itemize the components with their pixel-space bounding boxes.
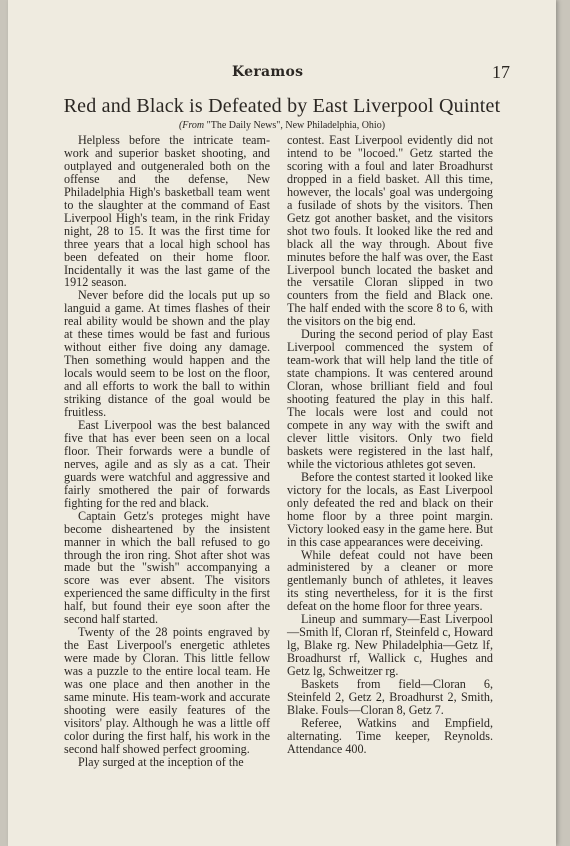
page-number: 17 xyxy=(492,62,510,82)
article-title: Red and Black is Defeated by East Liverpool Quintet xyxy=(63,95,501,117)
paragraph: Helpless before the intricate team-work and superior basket shooting, and outplayed and outgeneraled both on the offense and the defense, New Philadelphia High's basketball team went to the slaughter at the command of East Liverpool High's team, in the rink Friday night, 28 to 15. It was the first time for three years that a local high school has been defeated on their home floor. Incidentally it was the last game of the 1912 season. xyxy=(64,133,270,290)
page xyxy=(8,0,556,846)
masthead: Keramos xyxy=(232,64,304,80)
source-rest: "The Daily News", New Philadelphia, Ohio) xyxy=(204,120,386,131)
paragraph: Baskets from field—Cloran 6, Steinfeld 2, Getz 2, Broadhurst 2, Smith, Blake. Fouls—Cloran 8, Getz 7. xyxy=(287,677,493,717)
paragraph: East Liverpool was the best balanced five that has ever been seen on a local floor. Their forwards were a bundle of nerves, agile and as sly as a cat. Their guards were watchful and aggressive and fairly smothered the pair of forwards fighting for the red and black. xyxy=(64,417,270,510)
paragraph: contest. East Liverpool evidently did not intend to be "locoed." Getz started the scoring with a foul and later Broadhurst dropped in a field basket. All this time, however, the locals' goal was undergoing a fusilade of shots by the visitors. Then Getz got another basket, and the visitors shot two fouls. It looked like the red and black all the way through. About five minutes before the half was over, the East Liverpool bunch located the basket and the versatile Cloran slipped in two counters from the field and Black one. The half ended with the score 8 to 6, with the visitors on the big end. xyxy=(287,133,493,329)
paragraph: Lineup and summary—East Liverpool—Smith lf, Cloran rf, Steinfeld c, Howard lg, Blake rg. New Philadelphia—Getz lf, Broadhurst rf, Wallick c, Hughes and Getz lg, Schweitzer rg. xyxy=(287,612,493,679)
paragraph: Twenty of the 28 points engraved by the East Liverpool's energetic athletes were made by Cloran. This little fellow was a puzzle to the entire local team. He was one place and then another in the same minute. His team-work and accurate shooting were easily features of the visitors' play. Although he was a little off color during the first half, his work in the second half showed perfect grooming. xyxy=(64,625,270,756)
paragraph: Captain Getz's proteges might have become disheartened by the insistent manner in which the ball refused to go through the iron ring. Shot after shot was made but the "swish" accompanying a score was ever absent. The visitors experienced the same difficulty in the first half, but found their eye soon after the second half started. xyxy=(64,508,270,627)
paragraph: Never before did the locals put up so languid a game. At times flashes of their real ability would be shown and the play at these times would be fast and furious without either five doing any damage. Then something would happen and the locals would seem to be lost on the floor, and all efforts to work the ball to within striking distance of the goal would be fruitless. xyxy=(64,288,270,420)
article-source xyxy=(8,120,556,131)
article-column-2 xyxy=(287,134,493,756)
source-prefix: (From xyxy=(178,120,205,131)
paragraph: Before the contest started it looked like victory for the locals, as East Liverpool only defeated the red and black on their home floor by a three point margin. Victory looked easy in the game here. But in this case appearances were deceiving. xyxy=(287,469,493,549)
page-header xyxy=(8,62,556,84)
paragraph: Referee, Watkins and Empfield, alternating. Time keeper, Reynolds. Attendance 400. xyxy=(287,715,493,756)
article-column-1 xyxy=(64,134,270,769)
paragraph: During the second period of play East Liverpool commenced the system of team-work that will help land the title of state champions. It was centered around Cloran, whose brilliant field and foul shooting featured the play in this half. The locals were lost and could not compete in any way with the swift and clever little visitors. Only two field baskets were registered in the last half, while the victorious athletes got seven. xyxy=(287,327,493,471)
paragraph: While defeat could not have been administered by a cleaner or more gentlemanly bunch of athletes, it leaves its sting nevertheless, for it is the first defeat on the home floor for three years. xyxy=(287,547,493,614)
paragraph: Play surged at the inception of the xyxy=(78,754,244,769)
